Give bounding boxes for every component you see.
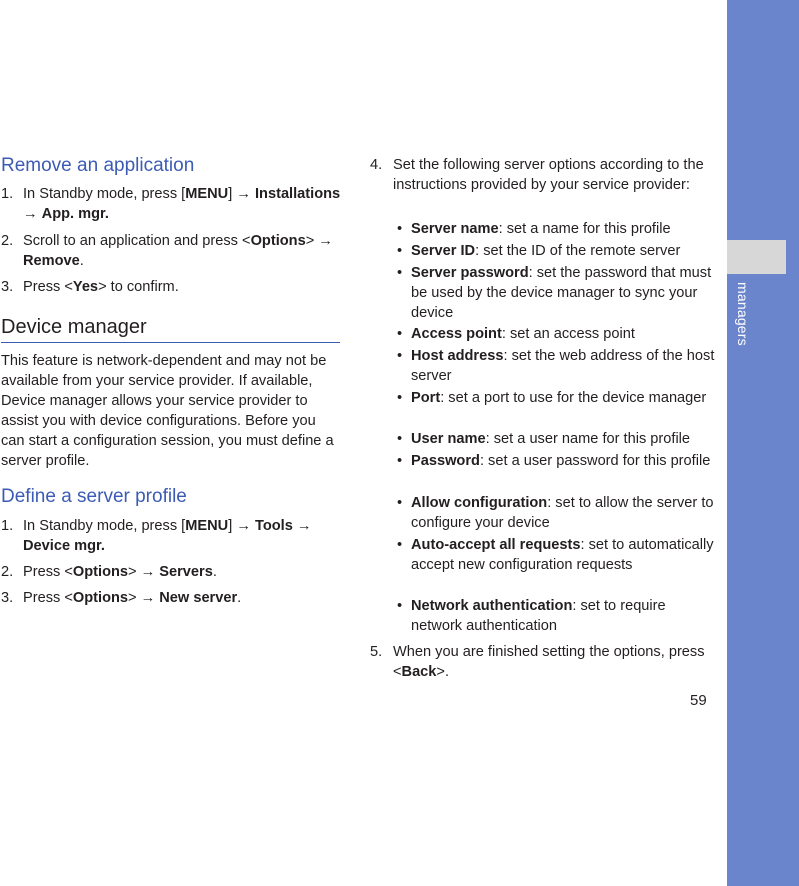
options-step-5: 5. When you are finished setting the options, press <Back>.: [370, 644, 705, 680]
device-manager-heading: Device manager: [1, 316, 340, 343]
profile-step-2: 2. Press <Options> → Servers.: [1, 564, 217, 580]
device-manager-intro: This feature is network-dependent and may not be available from your service provider. If available, Device manager allows your service provider to assist you with device configurations. Before you can start a configuration session, you must define a server profile.: [1, 353, 334, 469]
chapter-tab: [727, 240, 786, 274]
chapter-tab-label: managers: [735, 282, 751, 346]
page-number: 59: [690, 692, 707, 709]
define-profile-heading: Define a server profile: [1, 486, 187, 507]
remove-application-heading: Remove an application: [1, 155, 195, 176]
remove-step-1: 1. In Standby mode, press [MENU] → Installations → App. mgr.: [1, 186, 341, 222]
profile-step-3: 3. Press <Options> → New server.: [1, 590, 242, 606]
options-step-4: 4. Set the following server options according to the instructions provided by your service provider:: [370, 157, 704, 193]
profile-step-1: 1. In Standby mode, press [MENU] → Tools → Device mgr.: [1, 518, 312, 554]
remove-step-3: 3. Press <Yes> to confirm.: [1, 279, 179, 295]
remove-step-2: 2. Scroll to an application and press <Options> → Remove.: [1, 233, 333, 269]
chapter-sidebar: [727, 0, 799, 886]
